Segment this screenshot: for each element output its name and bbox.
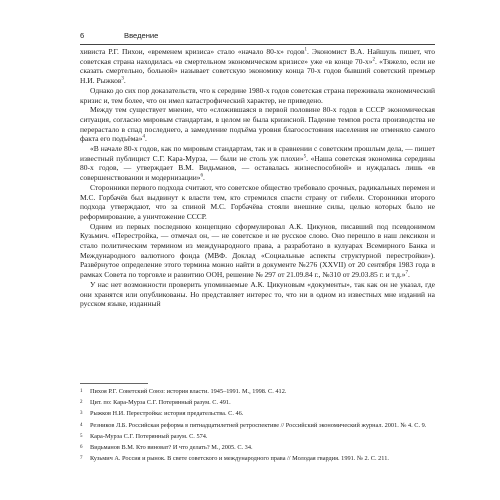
page-number: 6 bbox=[80, 31, 85, 40]
paragraph-4: «В начале 80-х годов, как по мировым стандартам, так и в сравнении с советским прошлым дела, — пишет известный публицист С.Г. Кара-Мурза, — были не столь уж плохи»$^5$. «Наша советская экономика середины 80-х годов, — утверждает В.М. Видьманов, — оставалась жизнеспособной» и нуждалась лишь «в совершенствовании и модернизации»$^6$. bbox=[80, 144, 435, 183]
footnote-item: 6 Видьманов В.М. Кто виноват? И что делать? М., 2005. С. 34. bbox=[80, 444, 253, 452]
footnotes bbox=[80, 388, 435, 466]
paragraph-6: Одним из первых последнюю концепцию сформулировал А.К. Цикунов, писавший под псевдонимом Кузьмич. «Перестройка, — отмечал он, — не советское и не русское слово. Оно перешло в наш лексикон и стало политическим термином из международного права, а разработано в кулуарах Всемирного Банка и Международного валютного фонда (МВФ. Доклад «Социальные аспекты структурной перестройки»). Развёрнутое определение этого термина можно найти в документе №276 (XXVII) от 20 сентября 1983 года в рамках Совета по торговле и развитию ООН, решение № 297 от 21.09.84 г., №310 от 29.03.85 г. и т.д.»$^7$. bbox=[80, 221, 435, 280]
footnote-item: 7 Кузьмич А. Россия и рынок. В свете советского и международного права // Молодая гвардия. 1991. № 2. С. 211. bbox=[80, 455, 389, 463]
footnote-item: 1 Пихоя Р.Г. Советский Союз: история власти. 1945–1991. М., 1998. С. 412. bbox=[80, 388, 287, 395]
running-header bbox=[80, 31, 435, 43]
footnote-item: 2 Цит. по: Кара-Мурза С.Г. Потерянный разум. С. 491. bbox=[80, 399, 231, 407]
footnote-item: 4 Резников Л.Б. Российская реформа в пятнадцатилетней ретроспективе // Российский экономический журнал. 2001. № 4. С. 9. bbox=[80, 421, 427, 429]
footnote-item: 3 Рыжков Н.И. Перестройка: история предательства. С. 46. bbox=[80, 410, 244, 418]
footnote-rule bbox=[80, 383, 148, 384]
header-rule bbox=[80, 44, 435, 45]
footnote-item: 5 Кара-Мурза С.Г. Потерянный разум. С. 574. bbox=[80, 432, 208, 440]
paragraph-1: хивиста Р.Г. Пихои, «временем кризиса» стало «начало 80-х» годов$^1$. Экономист В.А. Найшуль пишет, что советская страна находилась «в смертельном экономическом кризисе» уже «в конце 70-х»$^2$. «Тяжело, если не сказать смертельно, больной» называет советскую экономику конца 70-х годов бывший советский премьер Н.И. Рыжков$^3$. bbox=[80, 47, 435, 86]
paragraph-7: У нас нет возможности проверить упоминаемые А.К. Цикуновым «документы», так как он не указал, где они хранятся или опубликованы. Но представляет интерес то, что ни в одном из известных мне изданий на русском языке, изданный bbox=[80, 279, 435, 309]
paragraph-5: Сторонники первого подхода считают, что советское общество требовало срочных, радикальных перемен и М.С. Горбачёв был выдвинут к власти тем, кто стремился спасти страну от гибели. Сторонники второго подхода утверждают, что за спиной М.С. Горбачёва стояли внешние силы, целью которых было не реформирование, а уничтожение СССР. bbox=[80, 182, 435, 221]
chapter-title: Введение bbox=[124, 31, 159, 40]
paragraph-2: Однако до сих пор доказательств, что к середине 1980-х годов советская страна переживала экономический кризис и, тем более, что он имел катастрофический характер, не приведено. bbox=[80, 85, 435, 105]
body-text bbox=[80, 47, 435, 309]
paragraph-3: Между тем существует мнение, что «сложившаяся в первой половине 80-х годов в СССР экономическая ситуация, согласно мировым стандартам, в целом не была кризисной. Падение темпов роста производства не перерастало в спад последнего, а замедление подъёма уровня благосостояния населения не отменяло самого факта его подъёма»$^4$. bbox=[80, 105, 435, 144]
